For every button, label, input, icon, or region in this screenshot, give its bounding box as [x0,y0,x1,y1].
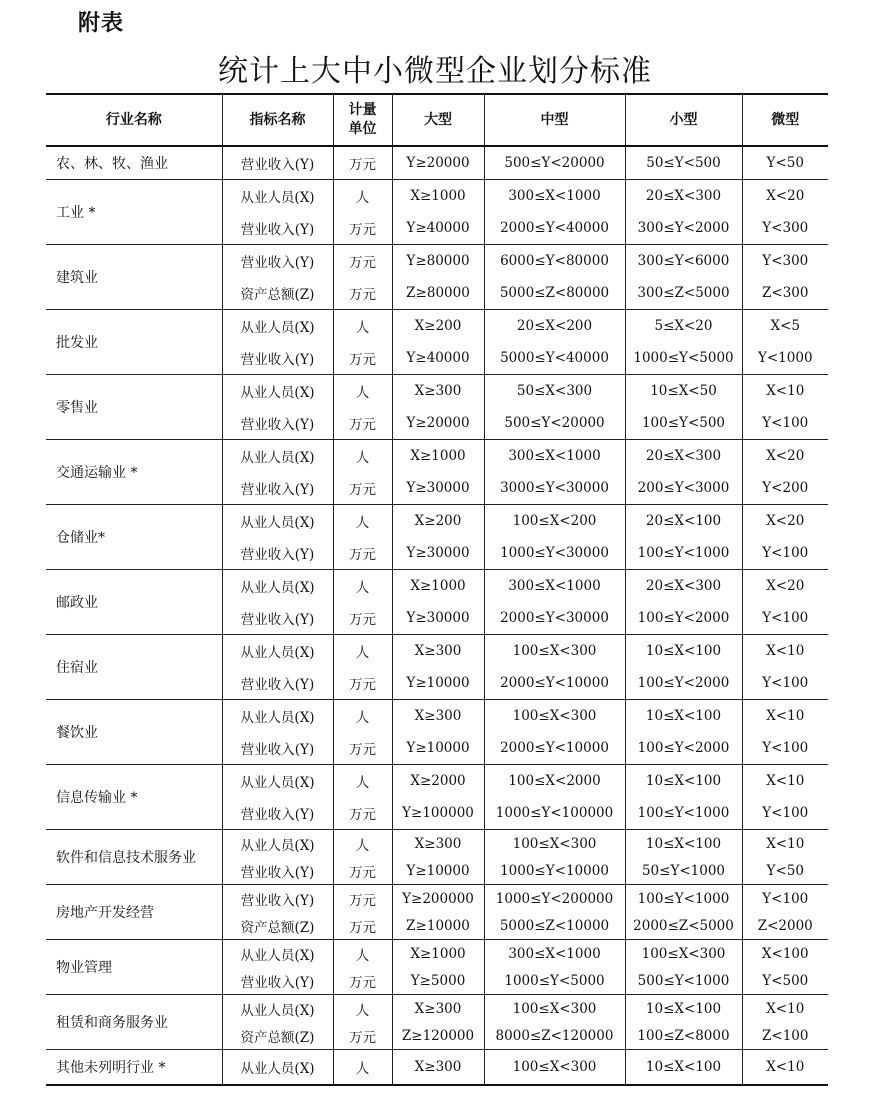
indicator-cell: 资产总额(Z) [222,912,333,940]
industry-name-cell: 农、林、牧、渔业 [46,146,222,180]
industry-name-cell: 批发业 [46,310,222,375]
header-indicator: 指标名称 [222,94,333,146]
header-industry: 行业名称 [46,94,222,146]
micro-cell: X<100 [742,940,828,968]
industry-name-cell: 建筑业 [46,245,222,310]
small-cell: 100≤Z<8000 [625,1022,742,1050]
small-cell: 20≤X<300 [625,440,742,473]
micro-cell: X<10 [742,765,828,798]
medium-cell: 1000≤Y<30000 [484,537,625,570]
unit-cell: 人 [333,940,392,968]
classification-table [46,93,828,1086]
indicator-cell: 从业人员(X) [222,310,333,343]
small-cell: 2000≤Z<5000 [625,912,742,940]
small-cell: 100≤Y<2000 [625,602,742,635]
medium-cell: 6000≤Y<80000 [484,245,625,278]
medium-cell: 5000≤Z<10000 [484,912,625,940]
small-cell: 10≤X<100 [625,1050,742,1086]
indicator-cell: 营业收入(Y) [222,146,333,180]
small-cell: 500≤Y<1000 [625,967,742,995]
micro-cell: X<20 [742,570,828,603]
medium-cell: 100≤X<300 [484,830,625,858]
indicator-cell: 从业人员(X) [222,765,333,798]
medium-cell: 300≤X<1000 [484,940,625,968]
table-row [46,1050,828,1086]
unit-cell: 万元 [333,407,392,440]
small-cell: 300≤Y<2000 [625,212,742,245]
large-cell: Y≥30000 [392,472,484,505]
unit-cell: 人 [333,440,392,473]
micro-cell: X<5 [742,310,828,343]
indicator-cell: 营业收入(Y) [222,967,333,995]
table-row [46,700,828,733]
indicator-cell: 从业人员(X) [222,995,333,1023]
small-cell: 1000≤Y<5000 [625,342,742,375]
medium-cell: 1000≤Y<5000 [484,967,625,995]
micro-cell: Y<300 [742,245,828,278]
small-cell: 10≤X<100 [625,995,742,1023]
indicator-cell: 营业收入(Y) [222,212,333,245]
micro-cell: X<20 [742,440,828,473]
unit-cell: 人 [333,765,392,798]
small-cell: 5≤X<20 [625,310,742,343]
large-cell: X≥300 [392,635,484,668]
medium-cell: 100≤X<300 [484,1050,625,1086]
indicator-cell: 从业人员(X) [222,635,333,668]
industry-name-cell: 软件和信息技术服务业 [46,830,222,885]
indicator-cell: 营业收入(Y) [222,407,333,440]
indicator-cell: 资产总额(Z) [222,1022,333,1050]
micro-cell: Y<100 [742,732,828,765]
medium-cell: 500≤Y<20000 [484,407,625,440]
micro-cell: Z<100 [742,1022,828,1050]
indicator-cell: 营业收入(Y) [222,667,333,700]
table-row [46,180,828,213]
industry-name-cell: 信息传输业 * [46,765,222,830]
unit-cell: 人 [333,375,392,408]
unit-cell: 人 [333,700,392,733]
header-micro: 微型 [742,94,828,146]
large-cell: Y≥20000 [392,407,484,440]
industry-name-cell: 邮政业 [46,570,222,635]
medium-cell: 3000≤Y<30000 [484,472,625,505]
medium-cell: 5000≤Z<80000 [484,277,625,310]
small-cell: 50≤Y<1000 [625,857,742,885]
medium-cell: 8000≤Z<120000 [484,1022,625,1050]
unit-cell: 万元 [333,472,392,505]
large-cell: Y≥40000 [392,342,484,375]
unit-cell: 万元 [333,667,392,700]
large-cell: Z≥10000 [392,912,484,940]
unit-cell: 万元 [333,277,392,310]
medium-cell: 1000≤Y<10000 [484,857,625,885]
micro-cell: Y<100 [742,797,828,830]
indicator-cell: 资产总额(Z) [222,277,333,310]
table-row [46,635,828,668]
small-cell: 100≤Y<1000 [625,797,742,830]
industry-name-cell: 租赁和商务服务业 [46,995,222,1050]
large-cell: X≥1000 [392,940,484,968]
micro-cell: Y<100 [742,537,828,570]
unit-cell: 万元 [333,245,392,278]
small-cell: 10≤X<100 [625,700,742,733]
large-cell: X≥2000 [392,765,484,798]
micro-cell: Y<300 [742,212,828,245]
large-cell: X≥300 [392,1050,484,1086]
table-row [46,765,828,798]
large-cell: Y≥200000 [392,885,484,913]
large-cell: X≥300 [392,995,484,1023]
unit-cell: 万元 [333,212,392,245]
micro-cell: X<10 [742,830,828,858]
large-cell: Z≥120000 [392,1022,484,1050]
micro-cell: Y<50 [742,857,828,885]
medium-cell: 1000≤Y<100000 [484,797,625,830]
small-cell: 50≤Y<500 [625,146,742,180]
unit-cell: 人 [333,1050,392,1086]
medium-cell: 100≤X<200 [484,505,625,538]
medium-cell: 300≤X<1000 [484,440,625,473]
header-row [46,94,828,146]
industry-name-cell: 交通运输业 * [46,440,222,505]
large-cell: Y≥5000 [392,967,484,995]
medium-cell: 50≤X<300 [484,375,625,408]
header-large: 大型 [392,94,484,146]
indicator-cell: 从业人员(X) [222,375,333,408]
medium-cell: 100≤X<300 [484,700,625,733]
industry-name-cell: 仓储业* [46,505,222,570]
large-cell: X≥300 [392,375,484,408]
micro-cell: Y<100 [742,667,828,700]
header-unit [333,94,392,146]
large-cell: X≥300 [392,830,484,858]
medium-cell: 100≤X<2000 [484,765,625,798]
micro-cell: Y<100 [742,602,828,635]
industry-name-cell: 餐饮业 [46,700,222,765]
unit-cell: 人 [333,310,392,343]
small-cell: 10≤X<100 [625,765,742,798]
unit-cell: 万元 [333,1022,392,1050]
micro-cell: Z<2000 [742,912,828,940]
large-cell: Y≥10000 [392,667,484,700]
table-row [46,440,828,473]
indicator-cell: 营业收入(Y) [222,245,333,278]
table-row [46,245,828,278]
unit-cell: 万元 [333,732,392,765]
small-cell: 10≤X<50 [625,375,742,408]
small-cell: 300≤Y<6000 [625,245,742,278]
micro-cell: Y<100 [742,885,828,913]
table-row [46,995,828,1023]
page-title: 统计上大中小微型企业划分标准 [218,54,652,89]
unit-cell: 万元 [333,885,392,913]
table-row [46,830,828,858]
industry-name-cell: 其他未列明行业 * [46,1050,222,1086]
micro-cell: X<10 [742,635,828,668]
unit-cell: 万元 [333,537,392,570]
unit-cell: 人 [333,995,392,1023]
industry-name-cell: 零售业 [46,375,222,440]
unit-cell: 万元 [333,342,392,375]
small-cell: 100≤Y<500 [625,407,742,440]
unit-cell: 人 [333,635,392,668]
micro-cell: X<20 [742,505,828,538]
large-cell: Z≥80000 [392,277,484,310]
large-cell: Y≥40000 [392,212,484,245]
industry-name-cell: 工业 * [46,180,222,245]
industry-name-cell: 住宿业 [46,635,222,700]
micro-cell: X<10 [742,995,828,1023]
micro-cell: Y<200 [742,472,828,505]
unit-cell: 万元 [333,912,392,940]
header-small: 小型 [625,94,742,146]
indicator-cell: 营业收入(Y) [222,602,333,635]
micro-cell: X<20 [742,180,828,213]
small-cell: 100≤Y<2000 [625,667,742,700]
micro-cell: X<10 [742,375,828,408]
small-cell: 20≤X<300 [625,180,742,213]
small-cell: 100≤Y<2000 [625,732,742,765]
table-row [46,940,828,968]
table-row [46,505,828,538]
micro-cell: X<10 [742,1050,828,1086]
medium-cell: 2000≤Y<10000 [484,667,625,700]
appendix-label: 附表 [78,11,125,36]
micro-cell: Y<100 [742,407,828,440]
indicator-cell: 营业收入(Y) [222,732,333,765]
micro-cell: Y<500 [742,967,828,995]
medium-cell: 2000≤Y<30000 [484,602,625,635]
indicator-cell: 从业人员(X) [222,440,333,473]
table-row [46,885,828,913]
header-medium: 中型 [484,94,625,146]
small-cell: 10≤X<100 [625,830,742,858]
small-cell: 20≤X<100 [625,505,742,538]
indicator-cell: 营业收入(Y) [222,885,333,913]
large-cell: Y≥30000 [392,602,484,635]
small-cell: 200≤Y<3000 [625,472,742,505]
unit-cell: 人 [333,180,392,213]
small-cell: 20≤X<300 [625,570,742,603]
large-cell: Y≥30000 [392,537,484,570]
indicator-cell: 从业人员(X) [222,570,333,603]
medium-cell: 1000≤Y<200000 [484,885,625,913]
unit-cell: 人 [333,570,392,603]
industry-name-cell: 房地产开发经营 [46,885,222,940]
table-row [46,310,828,343]
table-row [46,570,828,603]
industry-name-cell: 物业管理 [46,940,222,995]
unit-cell: 万元 [333,146,392,180]
header-unit-line1: 计量 [348,102,377,119]
unit-cell: 万元 [333,797,392,830]
unit-cell: 万元 [333,602,392,635]
large-cell: Y≥10000 [392,732,484,765]
small-cell: 100≤X<300 [625,940,742,968]
large-cell: X≥1000 [392,440,484,473]
table-body [46,146,828,1085]
table-row [46,146,828,180]
micro-cell: X<10 [742,700,828,733]
indicator-cell: 从业人员(X) [222,830,333,858]
large-cell: X≥1000 [392,180,484,213]
large-cell: X≥1000 [392,570,484,603]
indicator-cell: 营业收入(Y) [222,857,333,885]
medium-cell: 20≤X<200 [484,310,625,343]
medium-cell: 100≤X<300 [484,995,625,1023]
indicator-cell: 从业人员(X) [222,505,333,538]
unit-cell: 万元 [333,857,392,885]
medium-cell: 5000≤Y<40000 [484,342,625,375]
medium-cell: 300≤X<1000 [484,180,625,213]
small-cell: 100≤Y<1000 [625,537,742,570]
header-unit-line2: 单位 [348,121,377,137]
micro-cell: Z<300 [742,277,828,310]
large-cell: X≥200 [392,310,484,343]
indicator-cell: 营业收入(Y) [222,342,333,375]
indicator-cell: 从业人员(X) [222,700,333,733]
large-cell: Y≥80000 [392,245,484,278]
small-cell: 100≤Y<1000 [625,885,742,913]
large-cell: Y≥10000 [392,857,484,885]
medium-cell: 300≤X<1000 [484,570,625,603]
medium-cell: 100≤X<300 [484,635,625,668]
large-cell: Y≥100000 [392,797,484,830]
medium-cell: 500≤Y<20000 [484,146,625,180]
small-cell: 300≤Z<5000 [625,277,742,310]
indicator-cell: 营业收入(Y) [222,537,333,570]
micro-cell: Y<1000 [742,342,828,375]
small-cell: 10≤X<100 [625,635,742,668]
indicator-cell: 从业人员(X) [222,940,333,968]
table-row [46,375,828,408]
indicator-cell: 从业人员(X) [222,180,333,213]
unit-cell: 万元 [333,967,392,995]
large-cell: X≥300 [392,700,484,733]
medium-cell: 2000≤Y<10000 [484,732,625,765]
large-cell: X≥200 [392,505,484,538]
indicator-cell: 营业收入(Y) [222,472,333,505]
unit-cell: 人 [333,505,392,538]
unit-cell: 人 [333,830,392,858]
indicator-cell: 从业人员(X) [222,1050,333,1086]
micro-cell: Y<50 [742,146,828,180]
indicator-cell: 营业收入(Y) [222,797,333,830]
large-cell: Y≥20000 [392,146,484,180]
medium-cell: 2000≤Y<40000 [484,212,625,245]
